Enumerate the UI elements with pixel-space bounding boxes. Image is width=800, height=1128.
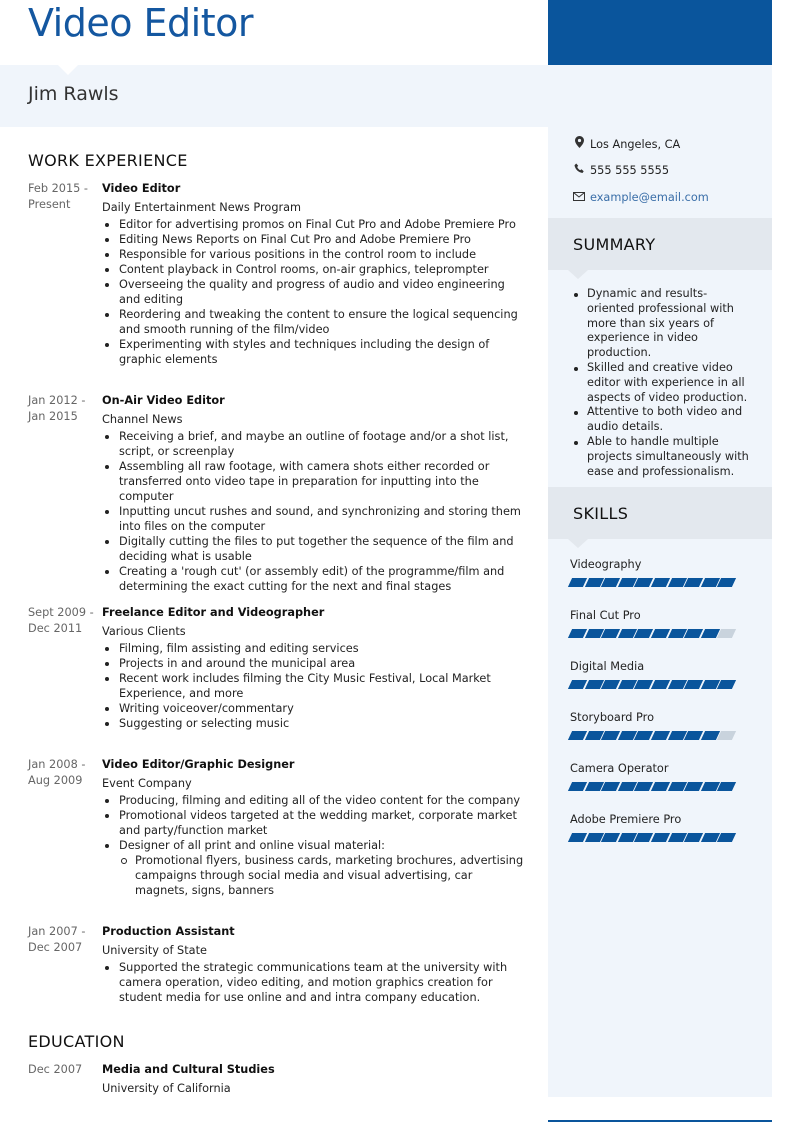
work-bullet-item: Responsible for various positions in the control room to include bbox=[102, 247, 528, 262]
skill-segment-filled bbox=[717, 782, 736, 791]
phone-text: 555 555 5555 bbox=[590, 164, 670, 177]
skill-name: Camera Operator bbox=[570, 762, 669, 775]
work-bullet-item: Experimenting with styles and techniques including the design of graphic elements bbox=[102, 337, 528, 367]
skill-name: Videography bbox=[570, 558, 642, 571]
work-bullet-item: Reordering and tweaking the content to ensure the logical sequencing and smooth running of the film/video bbox=[102, 307, 528, 337]
contact-location bbox=[572, 136, 680, 154]
skill-level-bar bbox=[570, 680, 754, 689]
skill-segment-filled bbox=[601, 731, 620, 740]
summary-item: Dynamic and results-oriented professional with more than six years of experience in video production. bbox=[570, 287, 750, 361]
skill-segment-filled bbox=[601, 782, 620, 791]
skill-segment-filled bbox=[684, 833, 703, 842]
skills-header bbox=[548, 487, 772, 539]
skill-segment-filled bbox=[717, 833, 736, 842]
summary-item: Able to handle multiple projects simultaneously with ease and professionalism. bbox=[570, 435, 750, 479]
skill-segment-filled bbox=[684, 680, 703, 689]
skill-segment-filled bbox=[651, 629, 670, 638]
summary-item: Attentive to both video and audio details. bbox=[570, 405, 750, 435]
work-date: Jan 2007 - Dec 2007 bbox=[28, 925, 86, 954]
skill-item bbox=[570, 812, 754, 842]
skills-heading: SKILLS bbox=[573, 504, 629, 523]
work-bullet-item: Suggesting or selecting music bbox=[102, 716, 528, 731]
work-bullet-item: Projects in and around the municipal area bbox=[102, 656, 528, 671]
work-bullet-item: Editing News Reports on Final Cut Pro and Adobe Premiere Pro bbox=[102, 232, 528, 247]
skill-segment-filled bbox=[601, 578, 620, 587]
work-bullet-item: Inputting uncut rushes and sound, and synchronizing and storing them into files on the computer bbox=[102, 504, 528, 534]
work-role: Video Editor/Graphic Designer bbox=[102, 758, 295, 771]
skill-segment-filled bbox=[568, 833, 587, 842]
candidate-name: Jim Rawls bbox=[28, 83, 119, 105]
header-accent-block bbox=[548, 0, 772, 65]
work-bullet-item: Creating a 'rough cut' (or assembly edit) of the programme/film and determining the exact cutting for the next and final stages bbox=[102, 564, 528, 594]
phone-icon bbox=[572, 163, 586, 180]
skill-name: Storyboard Pro bbox=[570, 711, 654, 724]
skill-item bbox=[570, 608, 754, 638]
summary-heading: SUMMARY bbox=[573, 235, 656, 254]
skill-segment-filled bbox=[684, 578, 703, 587]
education-heading: EDUCATION bbox=[28, 1032, 125, 1051]
skill-item bbox=[570, 761, 754, 791]
work-date: Jan 2012 - Jan 2015 bbox=[28, 394, 86, 423]
skills-header-notch bbox=[568, 539, 588, 548]
skill-segment-filled bbox=[568, 680, 587, 689]
work-date: Jan 2008 - Aug 2009 bbox=[28, 758, 86, 787]
skill-segment-filled bbox=[684, 731, 703, 740]
summary-header bbox=[548, 218, 772, 270]
skill-segment-filled bbox=[568, 731, 587, 740]
work-company: Channel News bbox=[102, 413, 183, 426]
skill-segment-empty bbox=[717, 731, 736, 740]
work-sub-bullets bbox=[102, 853, 528, 898]
skill-segment-filled bbox=[568, 578, 587, 587]
work-bullet-item: Content playback in Control rooms, on-air graphics, teleprompter bbox=[102, 262, 528, 277]
work-bullet-item: Writing voiceover/commentary bbox=[102, 701, 528, 716]
education-date: Dec 2007 bbox=[28, 1063, 83, 1076]
skill-segment-filled bbox=[651, 731, 670, 740]
skill-segment-filled bbox=[568, 629, 587, 638]
location-text: Los Angeles, CA bbox=[590, 138, 681, 151]
contact-email[interactable] bbox=[572, 190, 709, 207]
contact-phone bbox=[572, 163, 669, 180]
skill-name: Adobe Premiere Pro bbox=[570, 813, 682, 826]
email-link[interactable]: example@email.com bbox=[590, 191, 709, 204]
summary-header-notch bbox=[568, 270, 588, 279]
work-bullet-item: Overseeing the quality and progress of audio and video engineering and editing bbox=[102, 277, 528, 307]
skill-name: Digital Media bbox=[570, 660, 645, 673]
skill-level-bar bbox=[570, 629, 754, 638]
envelope-icon bbox=[572, 191, 586, 207]
work-bullet-item: Designer of all print and online visual material: bbox=[102, 838, 528, 853]
skill-level-bar bbox=[570, 731, 754, 740]
summary-list bbox=[570, 287, 750, 479]
skill-segment-filled bbox=[568, 782, 587, 791]
work-bullet-item: Producing, filming and editing all of the video content for the company bbox=[102, 793, 528, 808]
work-bullets bbox=[102, 641, 528, 731]
skill-item bbox=[570, 710, 754, 740]
education-degree: Media and Cultural Studies bbox=[102, 1063, 275, 1076]
work-bullets bbox=[102, 793, 528, 853]
job-title: Video Editor bbox=[28, 1, 254, 45]
skill-item bbox=[570, 659, 754, 689]
work-bullet-item: Receiving a brief, and maybe an outline of footage and/or a shot list, script, or screenplay bbox=[102, 429, 528, 459]
skill-segment-filled bbox=[651, 782, 670, 791]
work-date: Feb 2015 - Present bbox=[28, 182, 89, 211]
location-pin-icon bbox=[572, 136, 586, 154]
work-bullet-item: Promotional videos targeted at the wedding market, corporate market and party/function market bbox=[102, 808, 528, 838]
skill-level-bar bbox=[570, 833, 754, 842]
sidebar-bottom-rule bbox=[548, 1120, 772, 1122]
skill-name: Final Cut Pro bbox=[570, 609, 641, 622]
work-role: Production Assistant bbox=[102, 925, 235, 938]
skill-segment-filled bbox=[651, 680, 670, 689]
work-bullets bbox=[102, 217, 528, 367]
name-band-notch bbox=[58, 65, 78, 75]
skill-segment-filled bbox=[684, 629, 703, 638]
work-bullet-item: Supported the strategic communications team at the university with camera operation, video editing, and motion graphics creation for student media for use online and and intra company education. bbox=[102, 960, 528, 1005]
skill-segment-empty bbox=[717, 629, 736, 638]
work-bullets bbox=[102, 429, 528, 594]
summary-item: Skilled and creative video editor with experience in all aspects of video production. bbox=[570, 361, 750, 405]
skill-segment-filled bbox=[717, 680, 736, 689]
work-role: On-Air Video Editor bbox=[102, 394, 225, 407]
work-role: Freelance Editor and Videographer bbox=[102, 606, 325, 619]
skill-item bbox=[570, 557, 754, 587]
work-bullets bbox=[102, 960, 528, 1005]
skill-level-bar bbox=[570, 578, 754, 587]
skill-segment-filled bbox=[601, 629, 620, 638]
skill-segment-filled bbox=[651, 833, 670, 842]
work-experience-heading: WORK EXPERIENCE bbox=[28, 151, 188, 170]
work-bullet-item: Digitally cutting the files to put together the sequence of the film and deciding what is usable bbox=[102, 534, 528, 564]
work-company: University of State bbox=[102, 944, 207, 957]
work-company: Various Clients bbox=[102, 625, 186, 638]
work-bullet-item: Filming, film assisting and editing services bbox=[102, 641, 528, 656]
education-school: University of California bbox=[102, 1082, 231, 1095]
work-bullet-item: Recent work includes filming the City Music Festival, Local Market Experience, and more bbox=[102, 671, 528, 701]
work-company: Daily Entertainment News Program bbox=[102, 201, 302, 214]
work-bullet-item: Assembling all raw footage, with camera shots either recorded or transferred onto video tape in preparation for inputting into the computer bbox=[102, 459, 528, 504]
work-sub-bullet-item: Promotional flyers, business cards, marketing brochures, advertising campaigns through social media and visual advertising, car magnets, signs, banners bbox=[102, 853, 528, 898]
skill-segment-filled bbox=[684, 782, 703, 791]
skill-segment-filled bbox=[717, 578, 736, 587]
skill-segment-filled bbox=[601, 833, 620, 842]
skill-level-bar bbox=[570, 782, 754, 791]
skill-segment-filled bbox=[601, 680, 620, 689]
work-company: Event Company bbox=[102, 777, 192, 790]
skill-segment-filled bbox=[651, 578, 670, 587]
work-bullet-item: Editor for advertising promos on Final Cut Pro and Adobe Premiere Pro bbox=[102, 217, 528, 232]
work-date: Sept 2009 - Dec 2011 bbox=[28, 606, 94, 635]
work-role: Video Editor bbox=[102, 182, 181, 195]
